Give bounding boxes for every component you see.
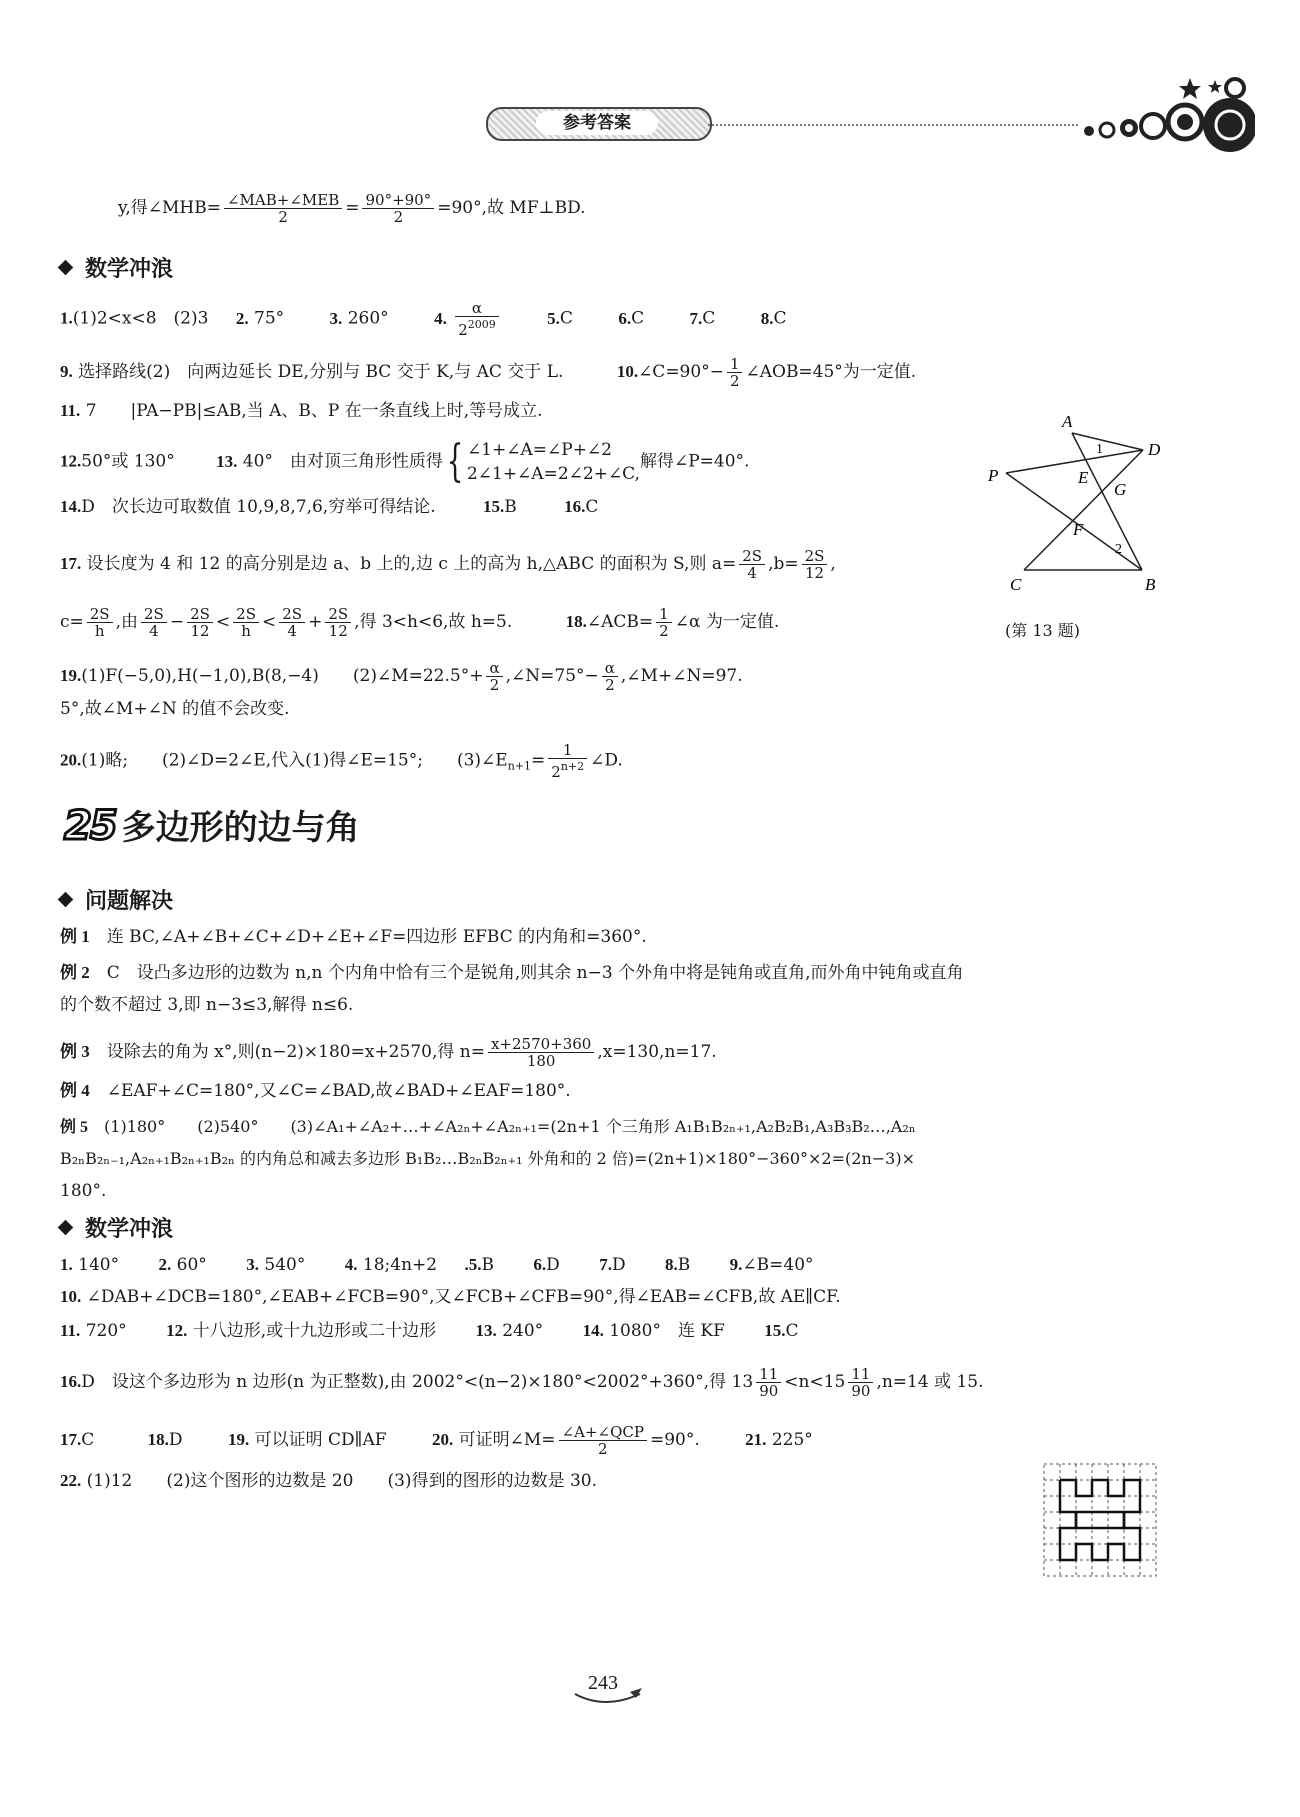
numerator: ∠A+∠QCP bbox=[559, 1424, 647, 1441]
question-number: 8. bbox=[760, 308, 774, 328]
section-title: 问题解决 bbox=[85, 889, 174, 914]
numerator: 1 bbox=[656, 606, 672, 623]
operator: < bbox=[215, 612, 231, 632]
chapter-heading bbox=[64, 800, 360, 849]
diamond-icon bbox=[58, 1220, 74, 1236]
header-dotted-line bbox=[708, 124, 1078, 126]
question-number: 3. bbox=[246, 1255, 259, 1274]
numerator: 11 bbox=[848, 1366, 873, 1383]
answer-text: (1)12 (2)这个图形的边数是 20 (3)得到的图形的边数是 30. bbox=[86, 1471, 598, 1491]
denominator: 90 bbox=[851, 1382, 871, 1400]
question-number: 5. bbox=[547, 308, 560, 328]
answer-text: 设长度为 4 和 12 的高分别是边 a、b 上的,边 c 上的高为 h,△ABC 的面积为 S,则 a= bbox=[86, 554, 737, 574]
answer-text: B₂ₙB₂ₙ₋₁,A₂ₙ₊₁B₂ₙ₊₁B₂ₙ 的内角总和减去多边形 B₁B₂…B₂ₙB₂ₙ₊₁ 外角和的 2 倍)=(2n+1)×180°−360°×2=(2n−3)× bbox=[60, 1149, 915, 1168]
numerator: 90°+90° bbox=[362, 192, 434, 209]
text: = bbox=[345, 198, 360, 218]
operator: = bbox=[531, 750, 546, 771]
question-number: 19. bbox=[227, 1430, 250, 1449]
numerator: 2S bbox=[187, 606, 213, 623]
answer-row bbox=[60, 300, 786, 338]
example-row bbox=[60, 1180, 106, 1202]
answer-text: ∠α 为一定值. bbox=[674, 612, 780, 632]
answer-text: (1)F(−5,0),H(−1,0),B(8,−4) (2)∠M=22.5°+ bbox=[81, 666, 484, 686]
example-label: 例 3 bbox=[60, 1042, 90, 1061]
answer-text: 7 |PA−PB|≤AB,当 A、B、P 在一条直线上时,等号成立. bbox=[85, 401, 543, 421]
numerator: 2S bbox=[141, 606, 167, 623]
question-number: 12. bbox=[166, 1321, 188, 1340]
answer-row bbox=[60, 1320, 799, 1342]
question-number: .5. bbox=[464, 1255, 482, 1274]
fraction bbox=[848, 1366, 873, 1399]
numerator: ∠MAB+∠MEB bbox=[224, 192, 342, 209]
question-number: 13. bbox=[475, 1321, 497, 1340]
answer-text: ∠D. bbox=[590, 750, 623, 771]
answer-text: ∠ACB= bbox=[586, 612, 654, 632]
fraction bbox=[141, 606, 167, 639]
question-number: 1. bbox=[60, 1255, 73, 1274]
question-number: 9. bbox=[729, 1255, 743, 1274]
question-number: 6. bbox=[533, 1255, 547, 1274]
fraction bbox=[279, 606, 305, 639]
page-number: 243 bbox=[588, 1672, 618, 1694]
section-heading bbox=[60, 252, 173, 283]
answer-text: D 设这个多边形为 n 边形(n 为正整数),由 2002°<(n−2)×180°<2002°+360°,得 13 bbox=[81, 1372, 754, 1392]
answer-text: (1)略; (2)∠D=2∠E,代入(1)得∠E=15°; (3)∠E bbox=[81, 750, 508, 771]
answer-text: B bbox=[677, 1255, 691, 1275]
fraction bbox=[727, 356, 743, 389]
example-row bbox=[60, 994, 353, 1016]
answer-text: =90°. bbox=[649, 1430, 700, 1450]
fraction bbox=[325, 606, 351, 639]
label-C: C bbox=[1010, 575, 1022, 594]
answer-text: c= bbox=[60, 612, 84, 632]
question-number: 12. bbox=[60, 451, 82, 471]
answer-text: 540° bbox=[264, 1255, 306, 1275]
answer-text: 1080° 连 KF bbox=[609, 1321, 725, 1341]
chapter-title: 多边形的边与角 bbox=[121, 808, 360, 848]
answer-row bbox=[60, 496, 598, 518]
question-number: 2. bbox=[158, 1255, 172, 1274]
answer-text: ∠C=90°− bbox=[638, 362, 724, 382]
answer-text: 225° bbox=[771, 1430, 813, 1450]
fraction bbox=[602, 660, 618, 693]
answer-text: ,由 bbox=[115, 612, 138, 632]
answer-text: 可以证明 CD∥AF bbox=[254, 1430, 387, 1450]
label-A: A bbox=[1062, 412, 1073, 431]
answer-text: C bbox=[631, 308, 645, 329]
answer-row bbox=[60, 1366, 984, 1399]
denominator: 4 bbox=[747, 564, 757, 582]
denominator: 180 bbox=[526, 1052, 556, 1070]
subscript: n+1 bbox=[507, 759, 532, 773]
page-number-swoosh-icon bbox=[570, 1688, 650, 1712]
numerator: 2S bbox=[87, 606, 113, 623]
answer-text: 60° bbox=[176, 1255, 207, 1275]
answer-text: 40° 由对顶三角形性质得 bbox=[242, 451, 443, 472]
label-P: P bbox=[988, 466, 999, 485]
question-number: 11. bbox=[60, 401, 81, 420]
header-title-badge bbox=[486, 107, 712, 141]
answer-text: 选择路线(2) 向两边延长 DE,分别与 BC 交于 K,与 AC 交于 L. bbox=[78, 362, 564, 382]
answer-text: ,得 3<h<6,故 h=5. bbox=[354, 612, 513, 632]
answer-text: 解得∠P=40°. bbox=[640, 451, 750, 472]
operator: − bbox=[169, 612, 185, 632]
equation: 2∠1+∠A=2∠2+∠C, bbox=[466, 464, 640, 484]
exponent: n+2 bbox=[560, 760, 585, 773]
text: y,得∠MHB= bbox=[118, 198, 221, 218]
denominator: 12 bbox=[190, 622, 210, 640]
answer-text: D 次长边可取数值 10,9,8,7,6,穷举可得结论. bbox=[81, 497, 436, 517]
question-number: 18. bbox=[147, 1430, 169, 1449]
exponent: 2009 bbox=[467, 318, 496, 331]
question-number: 15. bbox=[764, 1321, 786, 1340]
answer-text: ,∠M+∠N=97. bbox=[620, 666, 743, 686]
question-number: 16. bbox=[60, 1372, 82, 1391]
answer-text: D bbox=[168, 1430, 183, 1450]
answer-text: B bbox=[481, 1255, 494, 1275]
question-number: 13. bbox=[216, 451, 238, 471]
label-D: D bbox=[1148, 440, 1161, 459]
answer-row bbox=[60, 356, 916, 389]
answer-text: ,x=130,n=17. bbox=[597, 1042, 717, 1062]
example-row bbox=[60, 962, 964, 984]
fraction bbox=[224, 192, 342, 225]
answer-text: 18;4n+2 bbox=[362, 1255, 438, 1275]
answer-text: C bbox=[585, 497, 599, 517]
denominator: 2 bbox=[597, 1440, 608, 1458]
question-number: 17. bbox=[60, 554, 82, 573]
answer-row bbox=[60, 400, 543, 422]
numerator: 11 bbox=[756, 1366, 781, 1383]
answer-text: C bbox=[785, 1321, 799, 1341]
question-number: 8. bbox=[664, 1255, 678, 1274]
denominator: 2 bbox=[729, 372, 740, 390]
numerator: α bbox=[486, 660, 502, 677]
question-number: 10. bbox=[616, 362, 639, 381]
answer-text: (1)180° (2)540° (3)∠A₁+∠A₂+…+∠A₂ₙ+∠A₂ₙ₊₁=(2n+1 个三角形 A₁B₁B₂ₙ₊₁,A₂B₂B₁,A₃B₃B₂…,A₂ₙ bbox=[104, 1117, 916, 1136]
denominator: h bbox=[241, 622, 251, 640]
answer-text: 的个数不超过 3,即 n−3≤3,解得 n≤6. bbox=[60, 995, 354, 1015]
denominator: 12 bbox=[804, 564, 825, 582]
answer-text: 设除去的角为 x°,则(n−2)×180=x+2570,得 n= bbox=[106, 1042, 485, 1062]
answer-text: ,n=14 或 15. bbox=[876, 1372, 984, 1392]
example-label: 例 1 bbox=[60, 927, 90, 946]
label-F: F bbox=[1073, 520, 1084, 539]
chapter-number: 25 bbox=[64, 803, 116, 849]
figure-caption: (第 13 题) bbox=[1005, 621, 1081, 640]
question-number: 22. bbox=[60, 1471, 82, 1490]
answer-text: , bbox=[830, 554, 836, 574]
operator: + bbox=[308, 612, 323, 632]
example-row bbox=[60, 926, 647, 948]
answer-row bbox=[60, 1470, 597, 1492]
header-circles-decoration bbox=[1075, 60, 1255, 160]
question-number: 20. bbox=[432, 1430, 454, 1449]
answer-text: ∠B=40° bbox=[742, 1255, 814, 1275]
question-number: 14. bbox=[582, 1321, 604, 1340]
diamond-icon bbox=[58, 892, 74, 908]
fraction bbox=[559, 1424, 647, 1457]
denominator: 12 bbox=[328, 622, 348, 640]
section-heading bbox=[60, 1212, 173, 1243]
answer-row bbox=[60, 698, 290, 720]
question-number: 9. bbox=[60, 362, 73, 381]
fraction bbox=[488, 1036, 594, 1069]
section-title: 数学冲浪 bbox=[85, 1217, 174, 1242]
question-number: 2. bbox=[235, 308, 249, 328]
example-row bbox=[60, 1036, 717, 1069]
answer-text: D bbox=[546, 1255, 560, 1275]
denominator: 2 bbox=[659, 622, 669, 640]
example-label: 例 5 bbox=[60, 1119, 89, 1136]
denominator bbox=[548, 759, 587, 780]
brace: { bbox=[446, 436, 464, 487]
example-row bbox=[60, 1080, 571, 1102]
example-label: 例 2 bbox=[60, 963, 90, 982]
answer-row bbox=[60, 1254, 814, 1276]
answer-row bbox=[60, 1286, 841, 1308]
denominator: 2 bbox=[489, 676, 500, 694]
answer-text: ∠AOB=45°为一定值. bbox=[745, 362, 917, 382]
numerator: 2S bbox=[802, 548, 828, 565]
numerator: α bbox=[602, 660, 618, 677]
answer-text: C bbox=[559, 308, 573, 329]
answer-text: ,b= bbox=[768, 554, 799, 574]
answer-continuation bbox=[118, 192, 586, 225]
answer-text: C bbox=[773, 308, 787, 329]
question-number: 6. bbox=[618, 308, 632, 328]
question-number: 14. bbox=[60, 497, 82, 516]
base: 2 bbox=[551, 763, 561, 781]
figure-13-geometry-diagram bbox=[980, 405, 1170, 595]
answer-text: 十八边形,或十九边形或二十边形 bbox=[192, 1321, 437, 1341]
answer-text: 260° bbox=[347, 308, 389, 329]
answer-row bbox=[60, 660, 743, 693]
denominator: 2 bbox=[605, 676, 615, 694]
star-icon bbox=[1208, 80, 1222, 93]
question-number: 20. bbox=[60, 750, 82, 770]
question-number: 16. bbox=[564, 497, 586, 516]
question-number: 3. bbox=[329, 308, 343, 328]
diamond-icon bbox=[58, 260, 74, 276]
example-label: 例 4 bbox=[60, 1081, 90, 1100]
answer-text: 180°. bbox=[60, 1181, 107, 1201]
numerator: 2S bbox=[739, 548, 765, 565]
answer-text: B bbox=[504, 497, 517, 517]
grid-figure bbox=[1040, 1460, 1160, 1580]
equation-system bbox=[467, 438, 640, 486]
answer-text: 140° bbox=[78, 1255, 120, 1275]
question-number: 17. bbox=[60, 1430, 82, 1449]
answer-text: 5°,故∠M+∠N 的值不会改变. bbox=[60, 699, 290, 719]
numerator: 2S bbox=[279, 606, 305, 623]
label-G: G bbox=[1114, 480, 1127, 499]
example-row bbox=[60, 1148, 915, 1170]
answer-text: 240° bbox=[502, 1321, 544, 1341]
answer-text: ,∠N=75°− bbox=[505, 666, 599, 686]
fraction bbox=[656, 606, 672, 639]
numerator: 1 bbox=[727, 356, 743, 373]
question-number: 1. bbox=[60, 308, 73, 328]
operator: < bbox=[261, 612, 277, 632]
equation: ∠1+∠A=∠P+∠2 bbox=[466, 440, 612, 460]
answer-text: 75° bbox=[254, 308, 285, 329]
answer-text: <n<15 bbox=[784, 1372, 846, 1392]
question-number: 4. bbox=[434, 308, 447, 328]
fraction bbox=[233, 606, 259, 639]
question-number: 11. bbox=[60, 1321, 81, 1340]
denominator: 2 bbox=[393, 208, 404, 226]
label-angle-2: 2 bbox=[1115, 542, 1122, 557]
fraction bbox=[802, 548, 828, 581]
numerator: α bbox=[455, 300, 499, 317]
denominator: 4 bbox=[149, 622, 159, 640]
question-number: 15. bbox=[483, 497, 505, 516]
denominator: 4 bbox=[287, 622, 297, 640]
section-heading bbox=[60, 884, 173, 915]
denominator: 2 bbox=[278, 208, 288, 226]
denominator bbox=[455, 317, 499, 338]
numerator: 2S bbox=[325, 606, 351, 623]
answer-text: 50°或 130° bbox=[81, 451, 175, 472]
fraction bbox=[739, 548, 765, 581]
fraction bbox=[187, 606, 213, 639]
text: =90°,故 MF⊥BD. bbox=[437, 198, 586, 218]
fraction bbox=[486, 660, 502, 693]
answer-text: C 设凸多边形的边数为 n,n 个内角中恰有三个是锐角,则其余 n−3 个外角中将是钝角或直角,而外角中钝角或直角 bbox=[106, 963, 964, 983]
denominator: h bbox=[94, 622, 105, 640]
question-number: 21. bbox=[745, 1430, 767, 1449]
label-B: B bbox=[1145, 575, 1156, 594]
question-number: 19. bbox=[60, 666, 82, 685]
answer-text: (1)2<x<8 (2)3 bbox=[72, 308, 209, 329]
question-number: 7. bbox=[599, 1255, 612, 1274]
answer-text: D bbox=[611, 1255, 626, 1275]
answer-text: ∠DAB+∠DCB=180°,∠EAB+∠FCB=90°,又∠FCB+∠CFB=90°,得∠EAB=∠CFB,故 AE∥CF. bbox=[86, 1287, 841, 1307]
question-number: 4. bbox=[344, 1255, 358, 1274]
numerator: 2S bbox=[233, 606, 259, 623]
header-title: 参考答案 bbox=[536, 111, 658, 135]
fraction bbox=[362, 192, 434, 225]
answer-row bbox=[60, 1424, 813, 1457]
example-row bbox=[60, 1116, 916, 1139]
question-number: 10. bbox=[60, 1287, 82, 1306]
answer-row bbox=[60, 548, 836, 581]
answer-text: C bbox=[702, 308, 716, 329]
answer-text: ∠EAF+∠C=180°,又∠C=∠BAD,故∠BAD+∠EAF=180°. bbox=[106, 1081, 571, 1101]
label-angle-1: 1 bbox=[1096, 442, 1103, 457]
section-title: 数学冲浪 bbox=[85, 257, 174, 282]
fraction bbox=[756, 1366, 781, 1399]
fraction bbox=[548, 742, 587, 780]
answer-text: C bbox=[81, 1430, 95, 1450]
numerator: 1 bbox=[548, 742, 587, 759]
answer-row bbox=[60, 742, 623, 780]
label-E: E bbox=[1078, 468, 1089, 487]
answer-text: 720° bbox=[85, 1321, 127, 1341]
question-number: 7. bbox=[689, 308, 703, 328]
answer-text: 可证明∠M= bbox=[458, 1430, 556, 1450]
answer-row bbox=[60, 438, 749, 488]
answer-text: 连 BC,∠A+∠B+∠C+∠D+∠E+∠F=四边形 EFBC 的内角和=360°. bbox=[106, 927, 647, 947]
denominator: 90 bbox=[759, 1382, 779, 1400]
base: 2 bbox=[458, 321, 468, 339]
fraction bbox=[455, 300, 499, 338]
numerator: x+2570+360 bbox=[488, 1036, 594, 1053]
star-icon bbox=[1179, 78, 1201, 99]
question-number: 18. bbox=[565, 612, 587, 631]
answer-row bbox=[60, 606, 779, 639]
fraction bbox=[87, 606, 113, 639]
